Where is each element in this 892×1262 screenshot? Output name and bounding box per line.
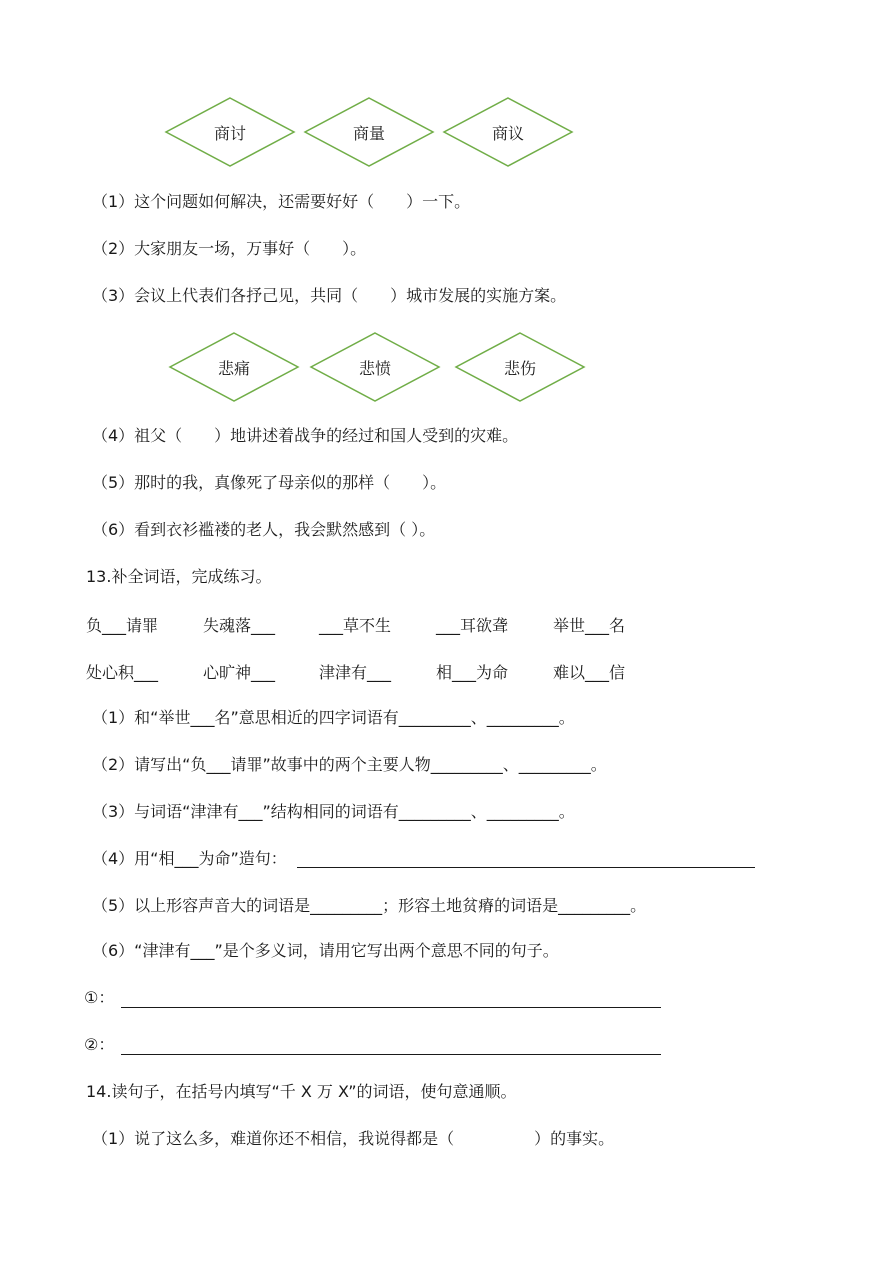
idiom-item: ___草不生 (319, 616, 392, 635)
subquestion-1: （1）和“举世___名”意思相近的四字词语有_________、_________。 (92, 708, 575, 727)
diamond-word: 悲愤 (358, 358, 391, 378)
answer-label-1: ①： (84, 988, 115, 1007)
question-1: （1）这个问题如何解决，还需要好好（ ）一下。 (92, 192, 471, 211)
question-14-title: 14.读句子，在括号内填写“千 X 万 X”的词语，使句意通顺。 (86, 1082, 517, 1101)
word-diamond (454, 331, 586, 403)
question-5: （5）那时的我，真像死了母亲似的那样（ ）。 (92, 473, 447, 492)
diamond-word: 商量 (352, 123, 385, 143)
word-diamond (309, 331, 441, 403)
idiom-item: 处心积___ (86, 663, 159, 682)
idiom-item: 举世___名 (553, 616, 626, 635)
question-14-1: （1）说了这么多，难道你还不相信，我说得都是（ ）的事实。 (92, 1129, 615, 1148)
word-diamond (168, 331, 300, 403)
diamond-word: 商讨 (213, 123, 246, 143)
word-choice-group-1 (164, 96, 574, 172)
question-3: （3）会议上代表们各抒己见，共同（ ）城市发展的实施方案。 (92, 286, 567, 305)
idiom-item: 负___请罪 (86, 616, 159, 635)
sentence-answer-line[interactable] (297, 866, 755, 868)
subquestion-4: （4）用“相___为命”造句： (92, 849, 287, 868)
answer-line-2[interactable] (121, 1053, 661, 1055)
question-6: （6）看到衣衫褴褛的老人，我会默然感到（ ）。 (92, 520, 436, 539)
idiom-item: 心旷神___ (203, 663, 276, 682)
subquestion-3: （3）与词语“津津有___”结构相同的词语有_________、_________。 (92, 802, 575, 821)
word-diamond (164, 96, 296, 168)
word-diamond (303, 96, 435, 168)
diamond-word: 商议 (491, 123, 524, 143)
answer-label-2: ②： (84, 1035, 115, 1054)
word-diamond (442, 96, 574, 168)
subquestion-5: （5）以上形容声音大的词语是_________；形容土地贫瘠的词语是_________。 (92, 896, 647, 915)
idiom-item: 津津有___ (319, 663, 392, 682)
idiom-item: 相___为命 (436, 663, 509, 682)
question-13-title: 13.补全词语，完成练习。 (86, 567, 272, 586)
idiom-item: 难以___信 (553, 663, 626, 682)
subquestion-2: （2）请写出“负___请罪”故事中的两个主要人物_________、_________。 (92, 755, 607, 774)
question-4: （4）祖父（ ）地讲述着战争的经过和国人受到的灾难。 (92, 426, 519, 445)
idiom-item: 失魂落___ (203, 616, 276, 635)
word-choice-group-2 (168, 331, 588, 407)
question-2: （2）大家朋友一场，万事好（ ）。 (92, 239, 367, 258)
subquestion-6: （6）“津津有___”是个多义词，请用它写出两个意思不同的句子。 (92, 941, 559, 960)
answer-line-1[interactable] (121, 1006, 661, 1008)
diamond-word: 悲伤 (503, 358, 536, 378)
idiom-item: ___耳欲聋 (436, 616, 509, 635)
diamond-word: 悲痛 (217, 358, 250, 378)
